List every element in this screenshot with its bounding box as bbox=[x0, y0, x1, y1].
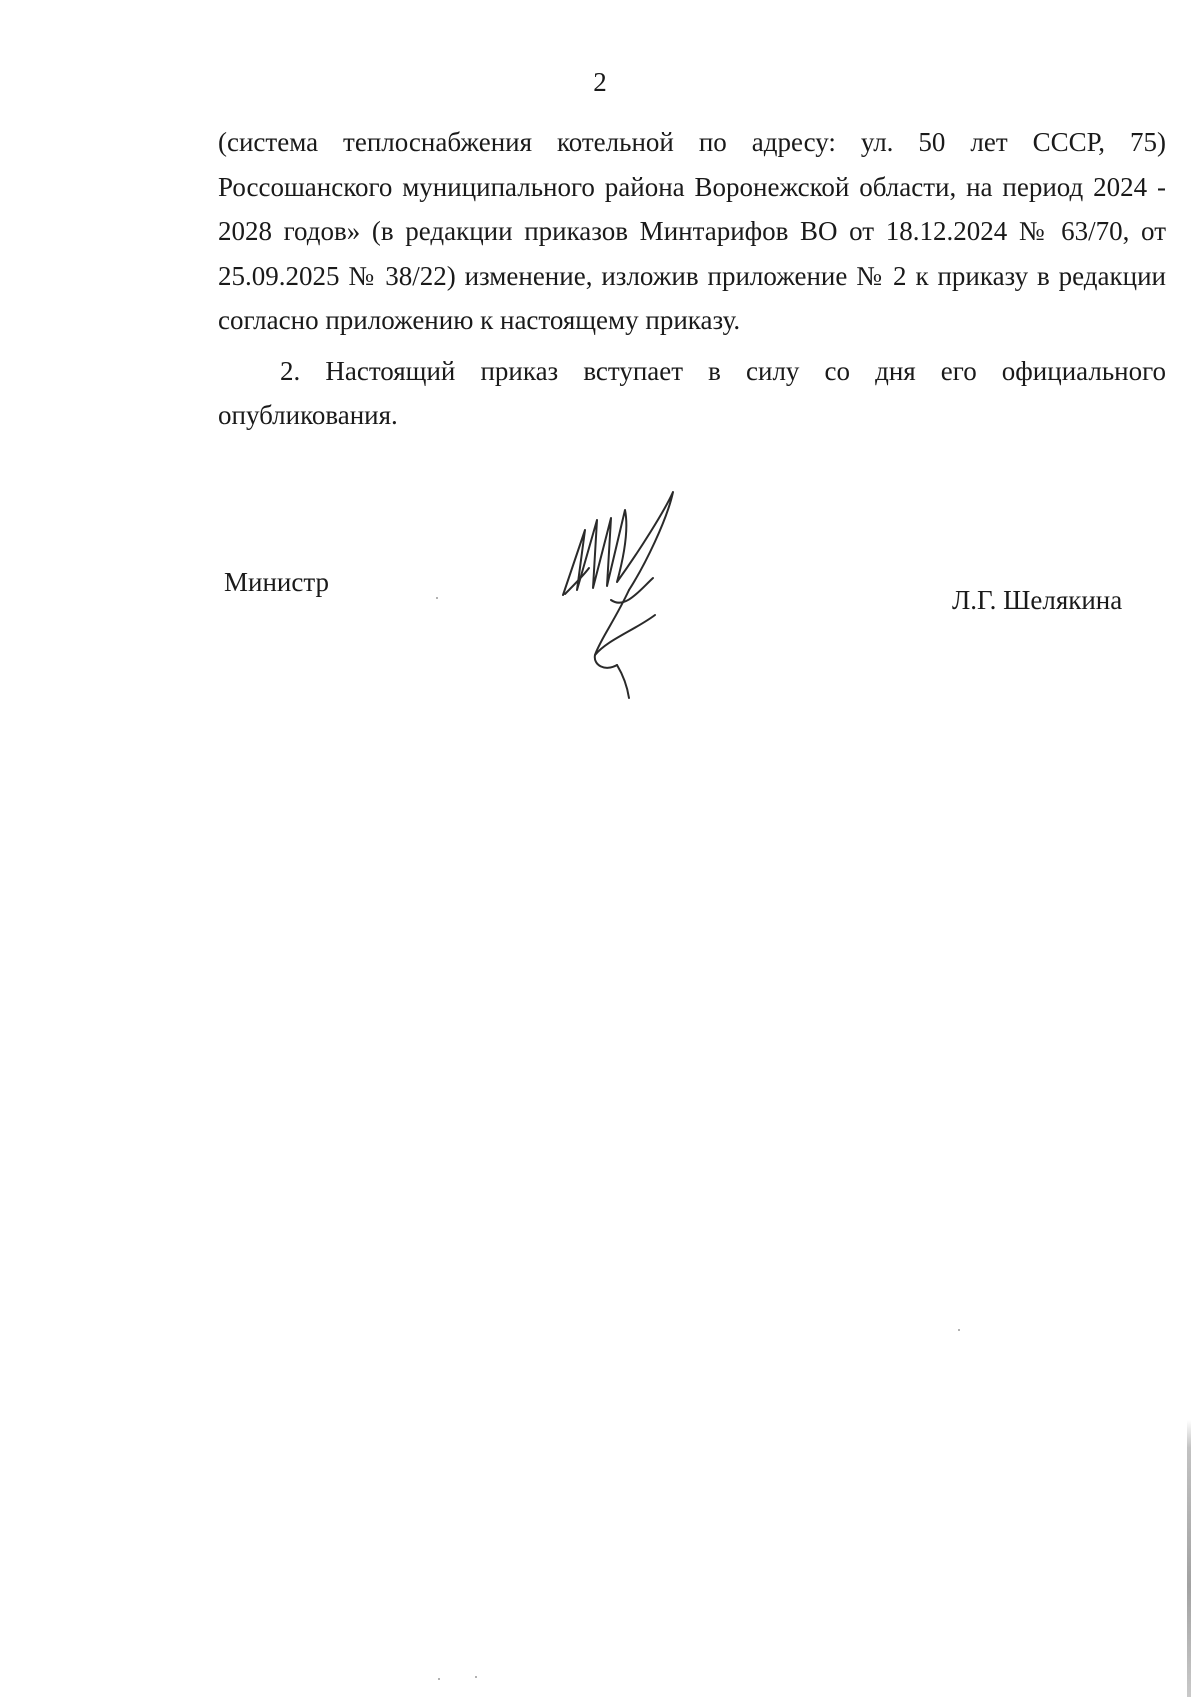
scan-speck bbox=[436, 597, 438, 599]
scan-edge-artifact bbox=[1187, 1420, 1191, 1697]
scan-speck bbox=[475, 1676, 477, 1678]
page-number: 2 bbox=[593, 67, 607, 97]
paragraph-1: (система теплоснабжения котельной по адресу: ул. 50 лет СССР, 75) Россошанского муниципального района Воронежской области, на период 2024 - 2028 годов» (в редакции приказов Минтарифов ВО от 18.12.2024 № 63/70, от 25.09.2025 № 38/22) изменение, изложив приложение № 2 к приказу в редакции согласно приложению к настоящему приказу. bbox=[218, 127, 1166, 335]
document-body bbox=[218, 120, 1166, 438]
paragraph-2: 2. Настоящий приказ вступает в силу со дня его официального опубликования. bbox=[218, 355, 1166, 430]
signatory-title: Министр bbox=[224, 567, 329, 597]
handwritten-signature bbox=[545, 490, 705, 700]
scan-speck bbox=[438, 1678, 440, 1680]
scan-speck bbox=[958, 1329, 960, 1331]
signatory-name: Л.Г. Шелякина bbox=[952, 585, 1123, 615]
